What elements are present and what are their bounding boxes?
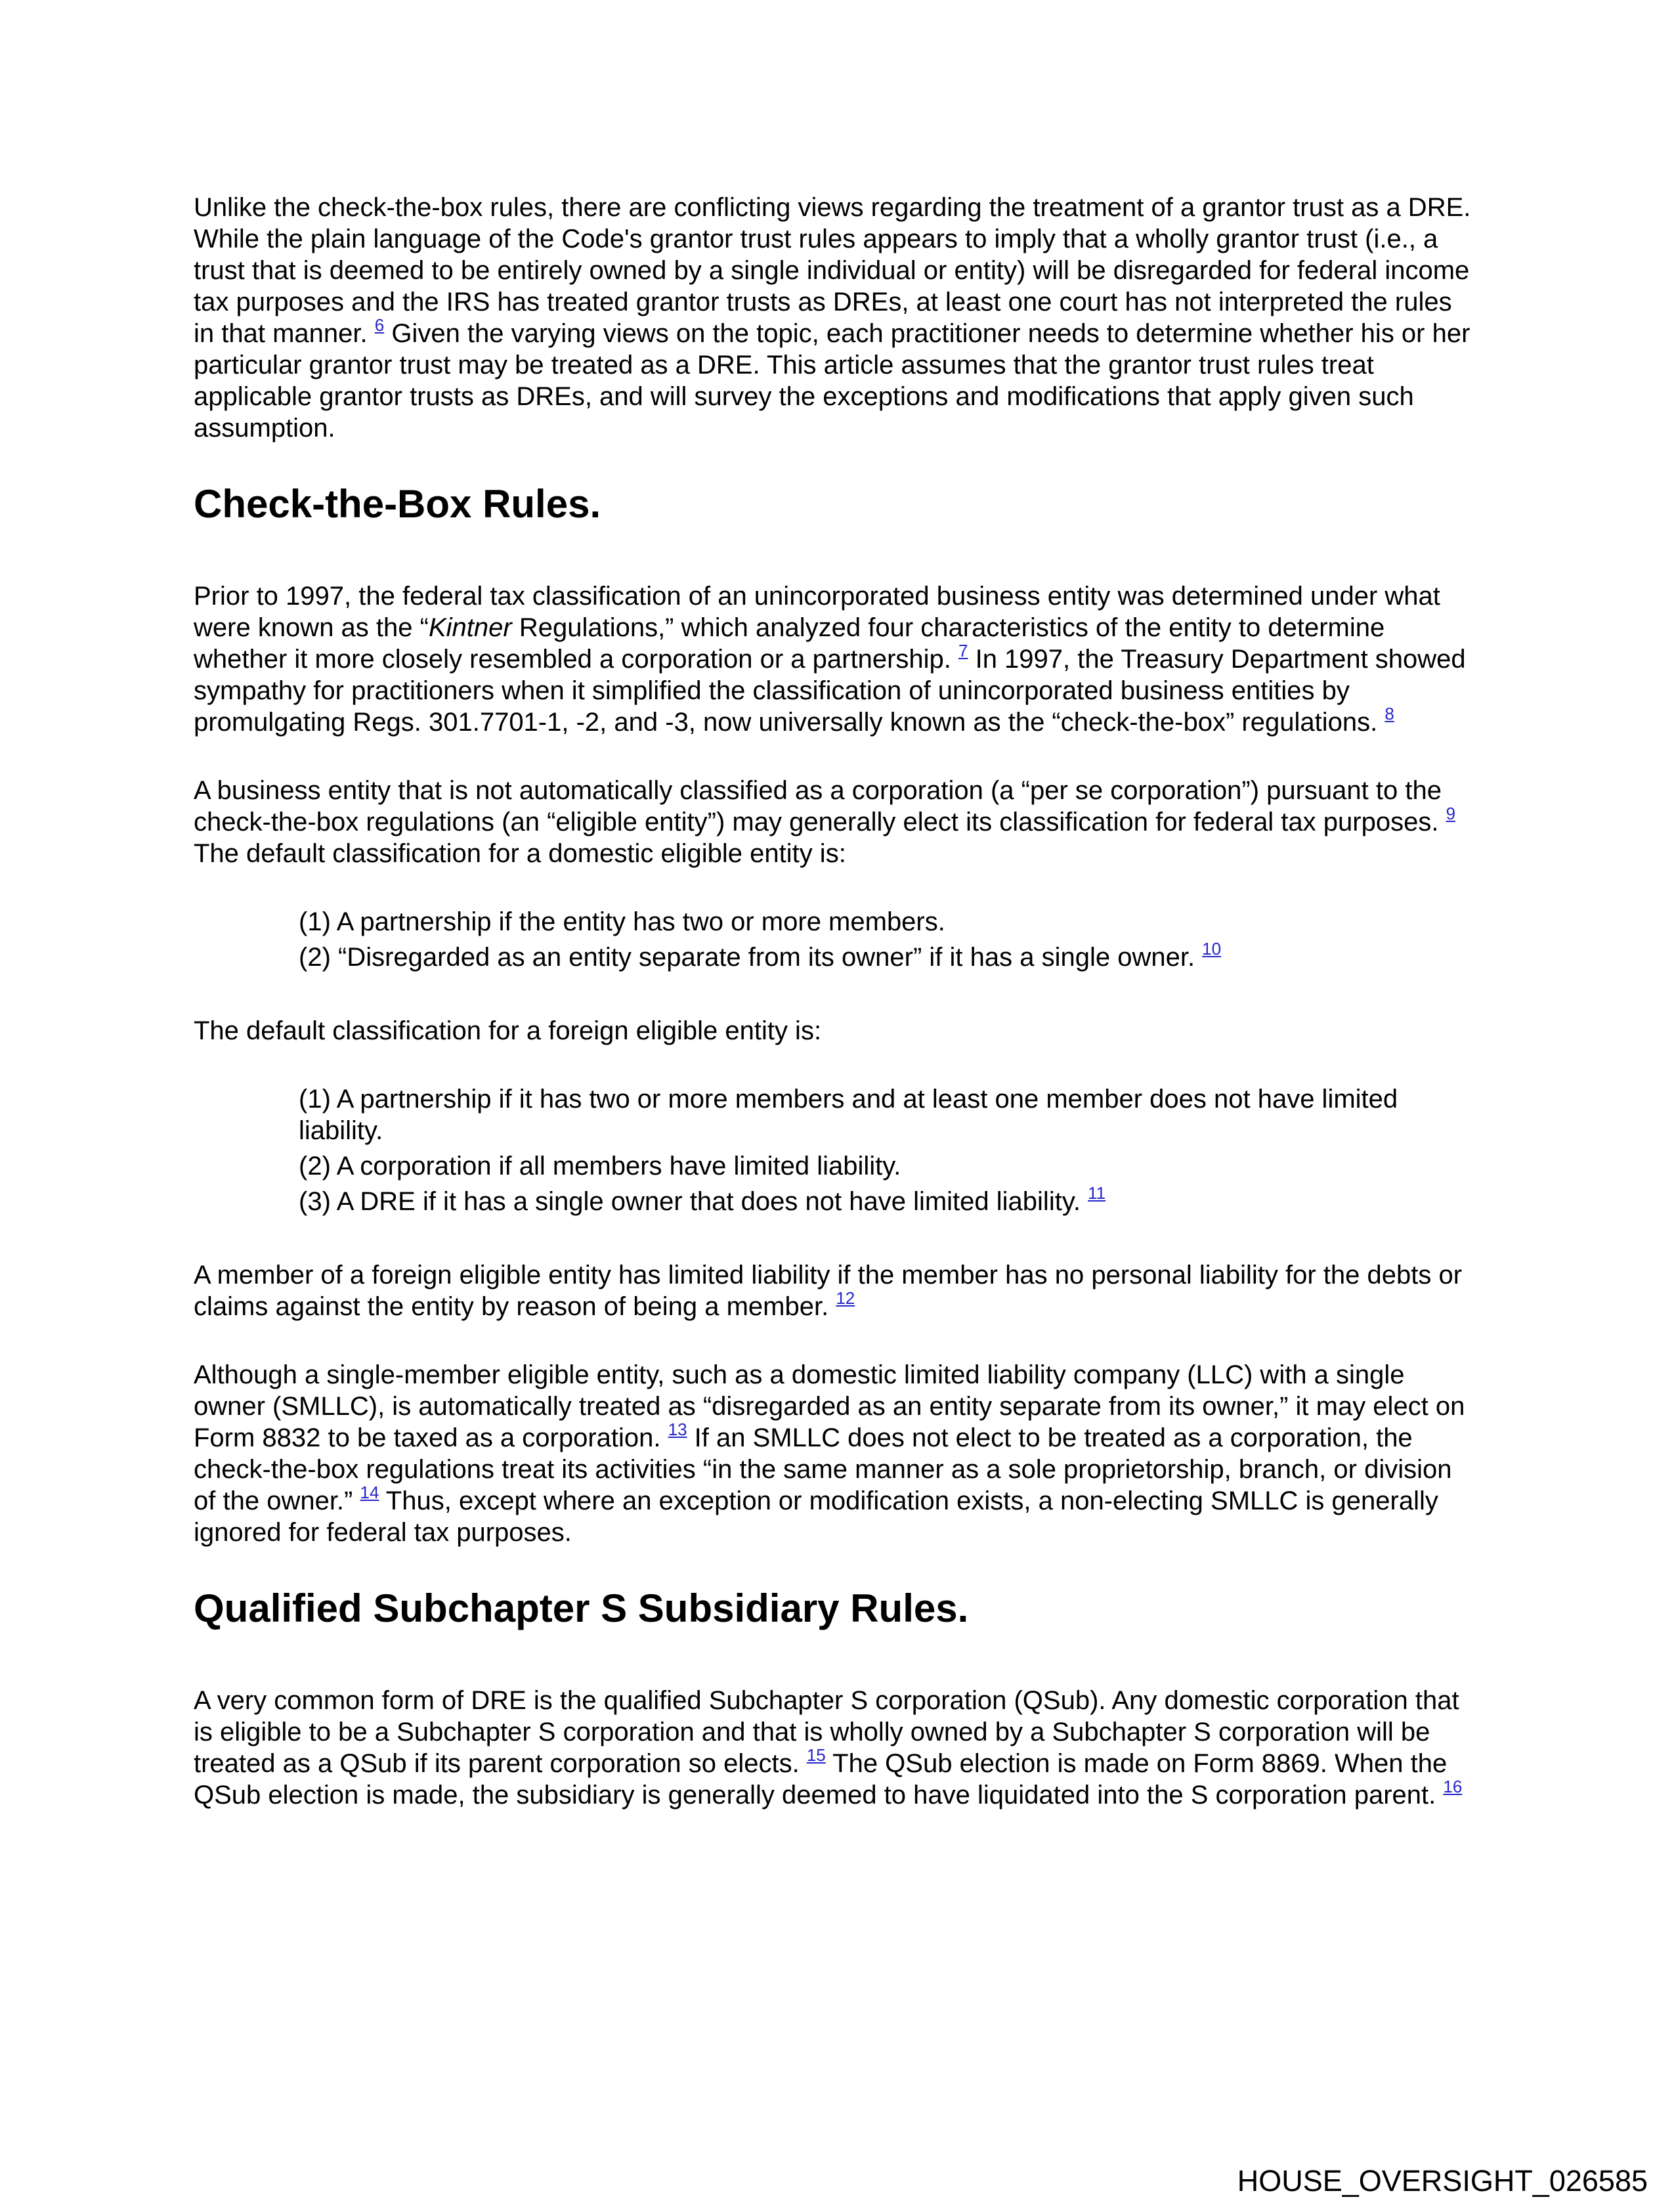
list-item: [299, 1083, 1474, 1146]
text-run: (1) A partnership if the entity has two or more members.: [299, 907, 945, 936]
numbered-list: [194, 906, 1474, 973]
text-run: Check-the-Box Rules.: [194, 482, 601, 526]
paragraph: [194, 580, 1474, 738]
list-item: [299, 1150, 1474, 1182]
section-heading: [194, 481, 1474, 528]
text-run: Regulations,” which analyzed four characteristics of the entity to determine whether it more closely resembled a corporation or a partnership.: [194, 613, 1385, 674]
text-run: The QSub election is made on Form 8869. When the QSub election is made, the subsidiary is generally deemed to have liquidated into the S corporation parent.: [194, 1749, 1448, 1810]
document-body: [194, 192, 1474, 1848]
footnote-link[interactable]: 7: [958, 641, 968, 661]
section-heading: [194, 1585, 1474, 1632]
text-run: Unlike the check-the-box rules, there are conflicting views regarding the treatment of a grantor trust as a DRE. While the plain language of the Code's grantor trust rules appears to imply that a wholly grantor trust (i.e., a trust that is deemed to be entirely owned by a single individual or entity) will be disregarded for federal income tax purposes and the IRS has treated grantor trusts as DREs, at least one court has not interpreted the rules in that manner.: [194, 193, 1471, 348]
numbered-list: [194, 1083, 1474, 1217]
text-run: (3) A DRE if it has a single owner that does not have limited liability.: [299, 1187, 1088, 1216]
bates-number: HOUSE_OVERSIGHT_026585: [1237, 2164, 1648, 2198]
text-run: Thus, except where an exception or modification exists, a non-electing SMLLC is generally ignored for federal tax purposes.: [194, 1486, 1438, 1547]
text-run: The default classification for a foreign eligible entity is:: [194, 1016, 822, 1045]
text-run: (2) A corporation if all members have limited liability.: [299, 1152, 901, 1181]
footnote-link[interactable]: 6: [374, 315, 385, 335]
footnote-link[interactable]: 13: [668, 1420, 687, 1439]
text-run: Given the varying views on the topic, each practitioner needs to determine whether his or her particular grantor trust may be treated as a DRE. This article assumes that the grantor trust rules treat applicable grantor trusts as DREs, and will survey the exceptions and modifications that apply given such assumption.: [194, 319, 1470, 443]
italic-text: Kintner: [428, 613, 512, 642]
text-run: The default classification for a domestic eligible entity is:: [194, 839, 846, 868]
footnote-link[interactable]: 16: [1443, 1777, 1463, 1796]
text-run: A business entity that is not automatically classified as a corporation (a “per se corporation”) pursuant to the check-the-box regulations (an “eligible entity”) may generally elect its classification for federal tax purposes.: [194, 776, 1446, 836]
text-run: A member of a foreign eligible entity has limited liability if the member has no personal liability for the debts or claims against the entity by reason of being a member.: [194, 1261, 1463, 1321]
paragraph: [194, 192, 1474, 444]
text-run: A very common form of DRE is the qualified Subchapter S corporation (QSub). Any domestic corporation that is eligible to be a Subchapter S corporation and that is wholly owned by a Subchapter S corporation will be treated as a QSub if its parent corporation so elects.: [194, 1686, 1459, 1778]
text-run: (2) “Disregarded as an entity separate from its owner” if it has a single owner.: [299, 943, 1203, 972]
text-run: In 1997, the Treasury Department showed sympathy for practitioners when it simplified the classification of unincorporated business entities by promulgating Regs. 301.7701-1, -2, and -3, now universally known as the “check-the-box” regulations.: [194, 645, 1466, 737]
text-run: Qualified Subchapter S Subsidiary Rules.: [194, 1586, 969, 1630]
text-run: Prior to 1997, the federal tax classification of an unincorporated business entity was determined under what were known as the “: [194, 582, 1440, 642]
text-run: Although a single-member eligible entity, such as a domestic limited liability company (LLC) with a single owner (SMLLC), is automatically treated as “disregarded as an entity separate from its owner,” it may elect on Form 8832 to be taxed as a corporation.: [194, 1360, 1465, 1452]
footnote-link[interactable]: 9: [1446, 804, 1456, 823]
text-run: If an SMLLC does not elect to be treated as a corporation, the check-the-box regulations treat its activities “in the same manner as a sole proprietorship, branch, or division of the owner.”: [194, 1423, 1452, 1515]
text-run: (1) A partnership if it has two or more members and at least one member does not have limited liability.: [299, 1085, 1398, 1145]
paragraph: [194, 1015, 1474, 1047]
paragraph: [194, 1685, 1474, 1811]
list-item: [299, 939, 1474, 973]
footnote-link[interactable]: 14: [360, 1483, 379, 1502]
paragraph: [194, 1259, 1474, 1322]
paragraph: [194, 1359, 1474, 1548]
paragraph: [194, 775, 1474, 869]
footnote-link[interactable]: 12: [836, 1288, 855, 1308]
footnote-link[interactable]: 11: [1088, 1183, 1106, 1203]
footnote-link[interactable]: 10: [1202, 939, 1222, 959]
footnote-link[interactable]: 8: [1384, 704, 1394, 724]
list-item: [299, 1183, 1474, 1217]
footnote-link[interactable]: 15: [806, 1745, 826, 1765]
list-item: [299, 906, 1474, 938]
